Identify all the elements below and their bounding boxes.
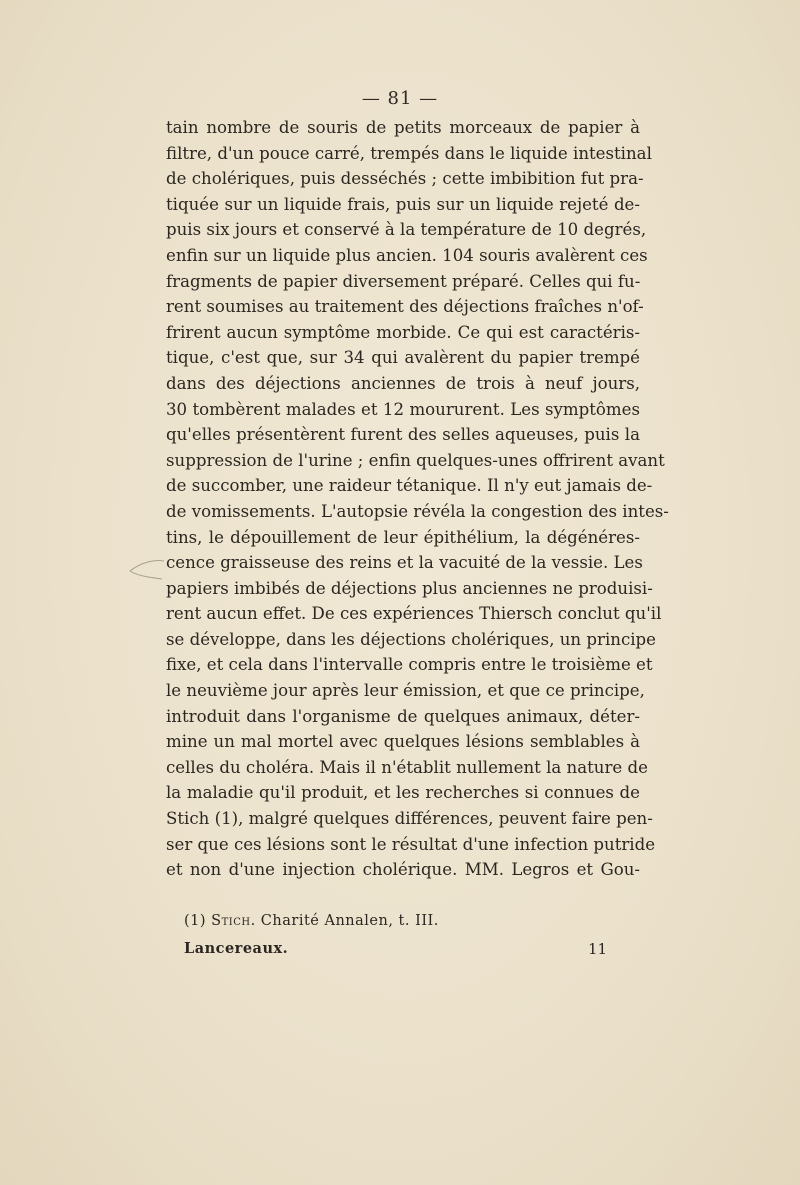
text-line: introduit dans l'organisme de quelques animaux, déter- [166,706,640,726]
text-line: fixe, et cela dans l'intervalle compris entre le troisième et [166,655,653,675]
text-line: cence graisseuse des reins et la vacuité de la vessie. Les [166,553,643,573]
body-text [166,115,669,883]
text-line: tins, le dépouillement de leur épithélium, la dégénéres- [166,527,640,547]
text-line: ser que ces lésions sont le résultat d'une infection putride [166,834,656,854]
text-line: puis six jours et conservé à la température de 10 degrés, [166,220,647,240]
text-line: filtre, d'un pouce carré, trempés dans le liquide intestinal [166,143,652,163]
sheet-number: 11 [588,940,608,958]
text-line: rent soumises au traitement des déjections fraîches n'of- [166,297,644,317]
text-line: le neuvième jour après leur émission, et que ce principe, [166,681,645,701]
text-line: tique, c'est que, sur 34 qui avalèrent du papier trempé [166,348,640,368]
text-line: tain nombre de souris de petits morceaux de papier à [166,118,640,137]
text-line: et non d'une injection cholérique. MM. Legros et Gou- [166,860,640,880]
text-line: se développe, dans les déjections cholériques, un principe [166,629,656,649]
text-line: fragments de papier diversement préparé. Celles qui fu- [166,271,641,291]
signature-author: Lancereaux. [184,940,289,957]
text-line: rent aucun effet. De ces expériences Thiersch conclut qu'il [166,604,662,624]
text-line: de cholériques, puis desséchés ; cette imbibition fut pra- [166,169,644,189]
pencil-mark-icon [126,557,166,581]
footnote [184,913,439,929]
text-line: de succomber, une raideur tétanique. Il n'y eut jamais de- [166,476,653,496]
footnote-text: . Charité Annalen, t. III. [250,913,439,929]
text-line: qu'elles présentèrent furent des selles aqueuses, puis la [166,425,640,445]
page-number-header: — 81 — [361,88,439,109]
footnote-marker: (1) [184,913,207,929]
text-line: mine un mal mortel avec quelques lésions semblables à [166,732,640,752]
text-line: frirent aucun symptôme morbide. Ce qui est caractéris- [166,322,640,342]
text-line: tiquée sur un liquide frais, puis sur un liquide rejeté de- [166,194,640,214]
text-line: papiers imbibés de déjections plus anciennes ne produisi- [166,578,653,598]
text-line: Stich (1), malgré quelques différences, peuvent faire pen- [166,809,653,829]
text-line: suppression de l'urine ; enfin quelques-unes offrirent avant [166,450,665,470]
footnote-author: Stich [211,913,251,929]
text-line: de vomissements. L'autopsie révéla la congestion des intes- [166,501,669,521]
text-line: celles du choléra. Mais il n'établit nullement la nature de [166,757,648,777]
text-line: la maladie qu'il produit, et les recherches si connues de [166,783,640,803]
text-line: 30 tombèrent malades et 12 moururent. Les symptômes [166,399,640,419]
text-line: dans des déjections anciennes de trois à neuf jours, [166,373,640,393]
text-line: enfin sur un liquide plus ancien. 104 souris avalèrent ces [166,245,648,265]
